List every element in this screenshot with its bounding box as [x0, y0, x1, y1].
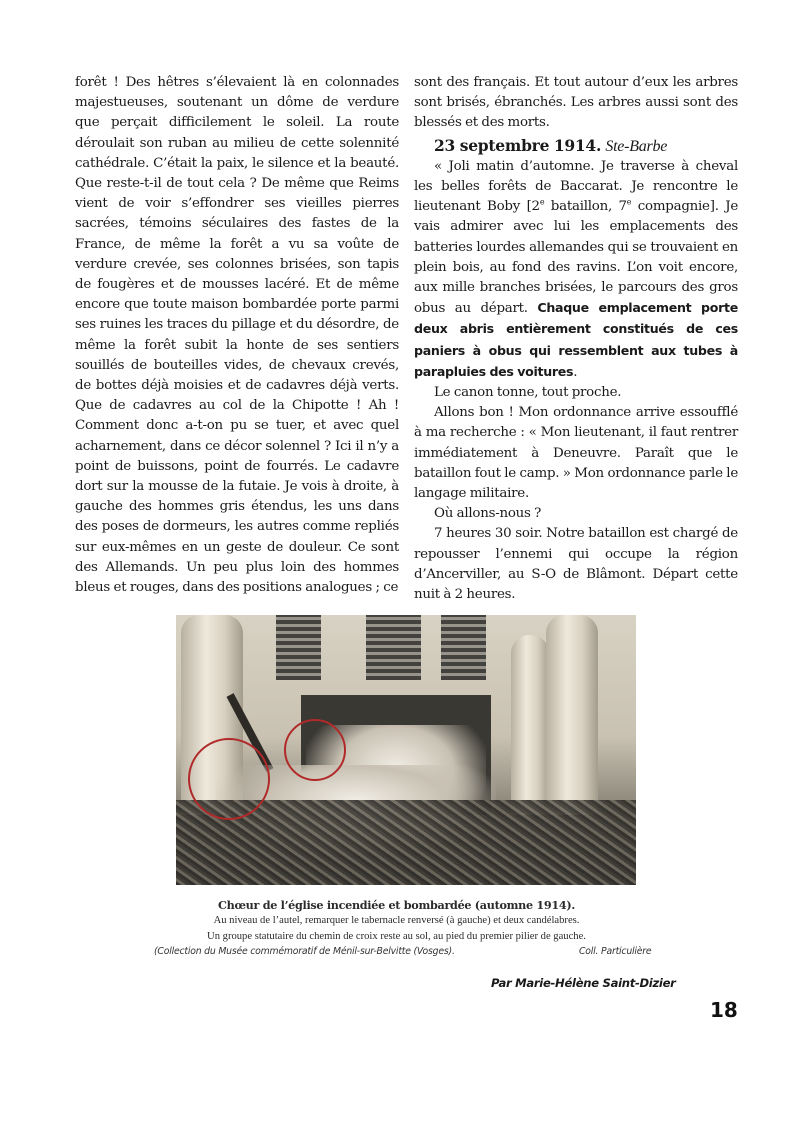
- caption-title: Chœur de l’église incendiée et bombardée (automne 1914).: [218, 898, 575, 912]
- church-ruins-photo: [176, 615, 636, 885]
- stained-glass-window: [441, 615, 486, 680]
- stained-glass-window: [276, 615, 321, 680]
- diary-paragraph: Allons bon ! Mon ordonnance arrive essoufflé à ma recherche : « Mon lieutenant, il faut rentrer immédiatement à Deneuvre. Paraît que le bataillon fout le camp. » Mon ordonnance parle le langage militaire.: [414, 405, 738, 502]
- text-run: .: [573, 364, 578, 380]
- highlight-circle-tabernacle: [284, 719, 346, 781]
- caption-line: Un groupe statutaire du chemin de croix reste au sol, au pied du premier pilier de gauche.: [207, 931, 586, 942]
- entry-place: Ste-Barbe: [605, 137, 668, 155]
- superscript: e: [539, 197, 545, 207]
- caption-line: Au niveau de l’autel, remarquer le tabernacle renversé (à gauche) et deux candélabres.: [213, 915, 580, 926]
- page-number: 18: [710, 998, 738, 1022]
- text-run: « Joli matin d’automne. Je traverse à cheval les belles forêts de Baccarat. Je rencontre le lieutenant Boby [2: [414, 158, 738, 215]
- body-paragraph-continuation: sont des français. Et tout autour d’eux les arbres sont brisés, ébranchés. Les arbres aussi sont des blessés et des morts.: [414, 75, 738, 131]
- entry-date: 23 septembre 1914.: [434, 135, 602, 155]
- pillar: [546, 615, 598, 815]
- left-column: [75, 73, 399, 598]
- superscript: e: [626, 197, 632, 207]
- pillar: [511, 635, 549, 815]
- right-column: [414, 73, 738, 605]
- diary-paragraph: 7 heures 30 soir. Notre bataillon est chargé de repousser l’ennemi qui occupe la région d’Ancerviller, au S-O de Blâmont. Départ cette nuit à 2 heures.: [414, 526, 738, 603]
- author-byline: Par Marie-Hélène Saint-Dizier: [491, 976, 676, 990]
- text-run: compagnie]. Je vais admirer avec lui les emplacements des batteries lourdes allemandes qui se trouvaient en plein bois, au fond des ravins. L’on voit encore, aux mille branches brisées, le parcours des gros obus au départ.: [414, 199, 738, 317]
- diary-paragraph: [414, 157, 738, 383]
- photo-credit-collection: Coll. Particulière: [579, 946, 652, 957]
- emphasis-text: Chaque emplacement porte deux abris entièrement constitués de ces paniers à obus qui ressemblent aux tubes à parapluies des voitures: [414, 300, 738, 379]
- text-run: bataillon, 7: [544, 199, 627, 215]
- diary-paragraph: Le canon tonne, tout proche.: [434, 385, 622, 401]
- photo-credit-museum: (Collection du Musée commémoratif de Ménil-sur-Belvitte (Vosges).: [154, 946, 455, 957]
- highlight-circle-statue: [188, 738, 270, 820]
- stained-glass-window: [366, 615, 421, 680]
- body-paragraph: forêt ! Des hêtres s’élevaient là en colonnades majestueuses, soutenant un dôme de verdure que perçait difficilement le soleil. La route déroulait son ruban au milieu de cette solennité cathédrale. C’était la paix, le silence et la beauté. Que reste-t-il de tout cela ? De même que Reims vient de voir s’effondrer ses vieilles pierres sacrées, témoins séculaires des fastes de la France, de même la forêt a vu sa voûte de verdure crevée, ses colonnes brisées, son tapis de fougères et de mousses lacéré. Et de même encore que toute maison bombardée porte parmi ses ruines les traces du pillage et du désordre, de même la forêt subit la honte de ses sentiers souillés de bouteilles vides, de chevaux crevés, de bottes déjà moisies et de cadavres déjà verts. Que de cadavres au col de la Chipotte ! Ah ! Comment donc a-t-on pu se tuer, et avec quel acharnement, dans ce décor solennel ? Ici il n’y a point de buissons, point de fourrés. Le cadavre dort sur la mousse de la futaie. Je vois à droite, à gauche des hommes gris étendus, les uns dans des poses de dormeurs, les autres comme repliés sur eux-mêmes en un geste de douleur. Ce sont des Allemands. Un peu plus loin des hommes bleus et rouges, dans des positions analogues ; ce: [75, 75, 399, 596]
- diary-paragraph: Où allons-nous ?: [434, 506, 542, 522]
- diary-entry-heading: [414, 136, 738, 157]
